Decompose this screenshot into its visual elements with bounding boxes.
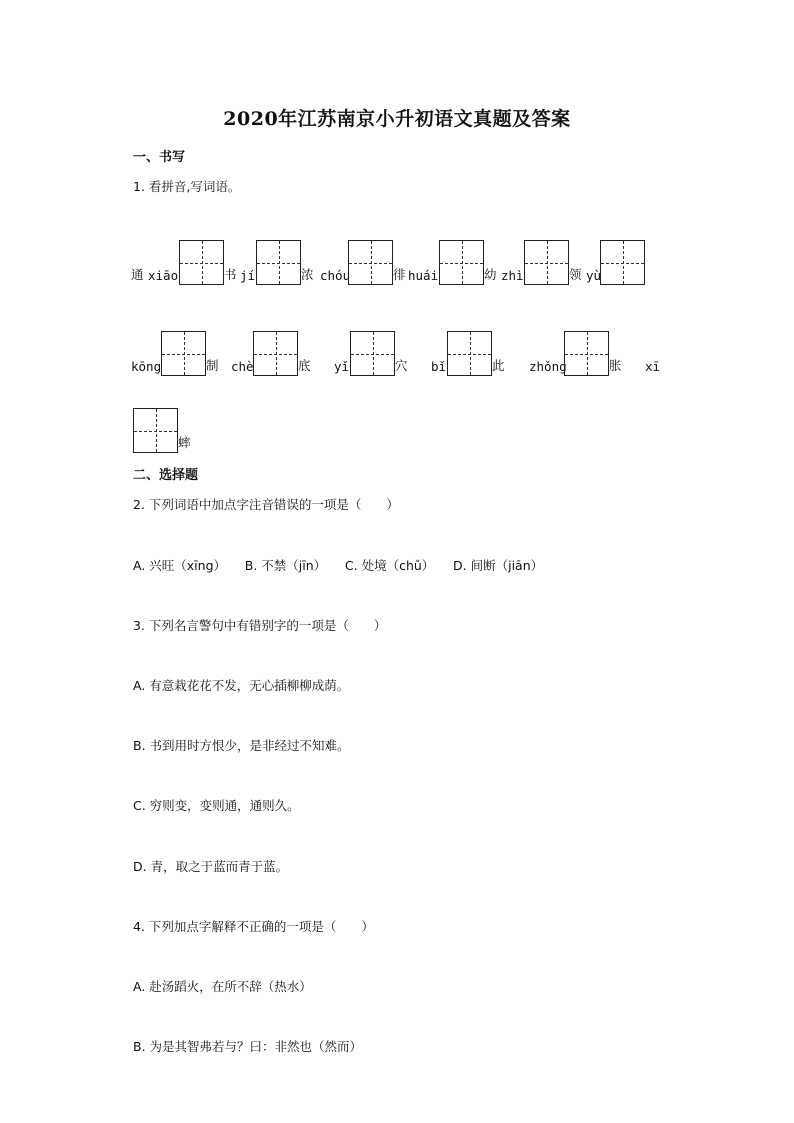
pinyin-label: zhì [501,268,524,283]
question-2-prompt: 2. 下列词语中加点字注音错误的一项是（ ） [133,497,399,512]
word-suffix: 胀 [609,358,622,373]
word-suffix: 制 [206,358,219,373]
question-1-prompt: 1. 看拼音,写词语。 [133,179,241,194]
question-2-options: A. 兴旺（xīng） B. 不禁（jīn） C. 处境（chǔ） D. 间断（jiān） [133,558,544,573]
answer-box[interactable] [133,408,178,453]
pinyin-label: jí [240,268,256,283]
answer-box[interactable] [524,240,569,285]
pinyin-label: huái [408,268,439,283]
pinyin-label: chóu [320,268,351,283]
answer-box[interactable] [348,240,393,285]
answer-box[interactable] [439,240,484,285]
pinyin-label: xiāo [148,268,179,283]
section-heading-choice: 二、选择题 [133,468,199,483]
word-suffix: 蟀 [178,435,191,450]
answer-box[interactable] [564,331,609,376]
pinyin-label: zhǒng [529,359,567,374]
answer-box[interactable] [161,331,206,376]
question-3-option-c: C. 穷则变，变则通，通则久。 [133,798,300,813]
word-suffix: 底 [298,358,311,373]
pinyin-label: xī [645,359,661,374]
question-4-prompt: 4. 下列加点字解释不正确的一项是（ ） [133,919,374,934]
word-suffix: 穴 [395,358,408,373]
question-3-prompt: 3. 下列名言警句中有错别字的一项是（ ） [133,618,387,633]
question-3-option-d: D. 青，取之于蓝而青于蓝。 [133,859,289,874]
answer-box[interactable] [600,240,645,285]
word-suffix: 书 [224,267,237,282]
word-suffix: 此 [492,358,505,373]
word-suffix: 领 [569,267,582,282]
question-4-option-b: B. 为是其智弗若与？曰：非然也（然而） [133,1039,363,1054]
answer-box[interactable] [447,331,492,376]
question-4-option-a: A. 赴汤蹈火，在所不辞（热水） [133,979,312,994]
question-3-option-b: B. 书到用时方恨少，是非经过不知难。 [133,738,350,753]
answer-box[interactable] [256,240,301,285]
pinyin-label: yǐ [334,359,350,374]
pinyin-label: yù [586,268,602,283]
answer-box[interactable] [179,240,224,285]
page-title: 2020年江苏南京小升初语文真题及答案 [223,108,571,130]
pinyin-label: chè [231,359,254,374]
answer-box[interactable] [350,331,395,376]
word-suffix: 徘 [393,267,406,282]
word-prefix: 通 [131,267,144,282]
pinyin-label: bǐ [431,359,447,374]
pinyin-label: kōng [131,359,162,374]
section-heading-writing: 一、书写 [133,150,186,165]
answer-box[interactable] [253,331,298,376]
question-3-option-a: A. 有意栽花花不发，无心插柳柳成荫。 [133,678,350,693]
word-suffix: 浓 [301,267,314,282]
word-suffix: 幼 [484,267,497,282]
